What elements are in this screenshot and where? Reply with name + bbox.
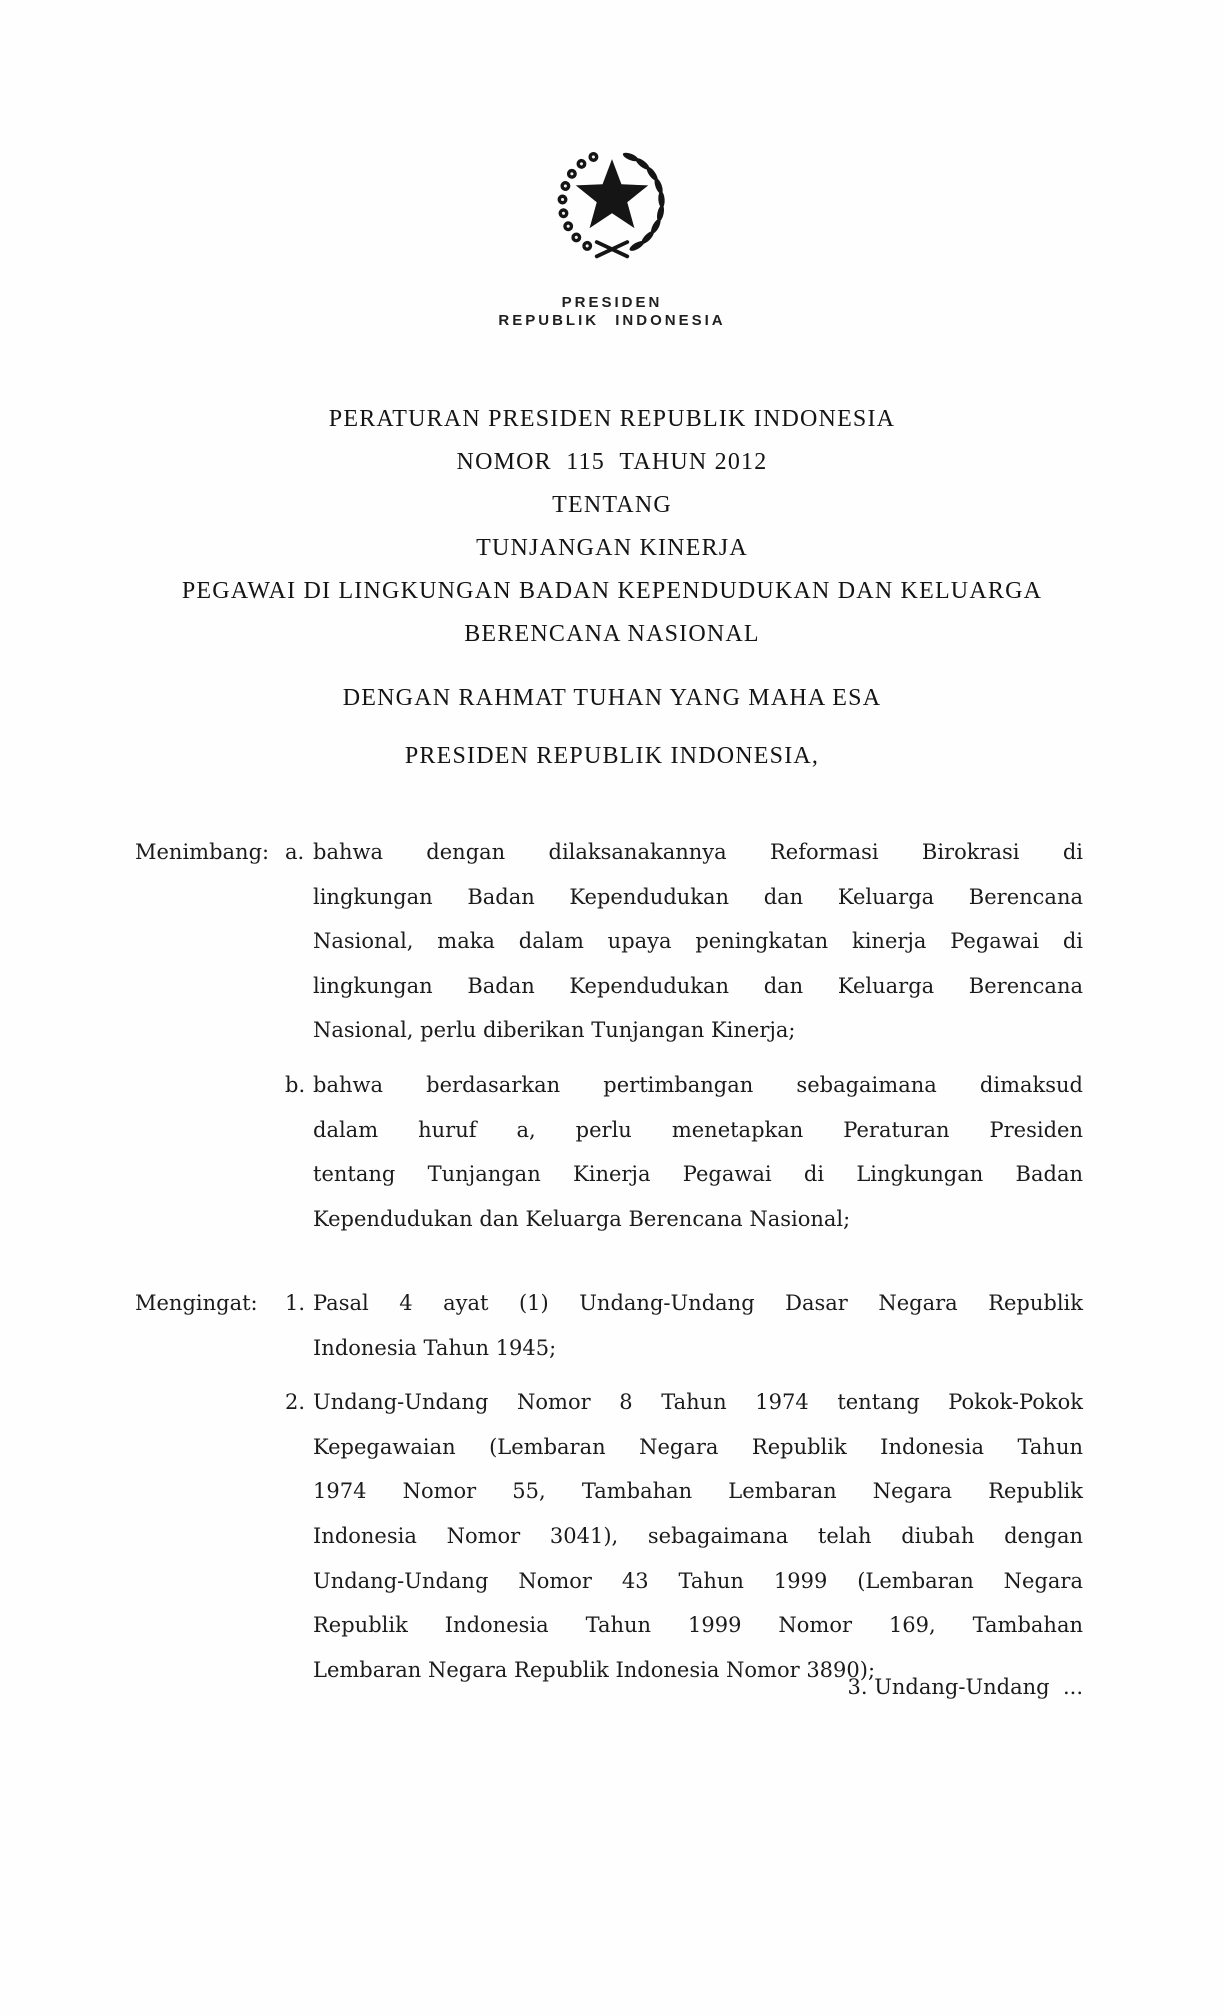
item-2-text bbox=[313, 1380, 1083, 1692]
section-menimbang bbox=[135, 830, 1083, 1241]
text-line: Nasional, perlu diberikan Tunjangan Kinerja; bbox=[313, 1018, 796, 1043]
item-marker-a: a. bbox=[285, 840, 305, 864]
section-mengingat bbox=[135, 1281, 1083, 1692]
item-a-text bbox=[313, 830, 1083, 1053]
title-line-subject-3: BERENCANA NASIONAL bbox=[464, 621, 760, 647]
text-line: lingkungan Badan Kependudukan dan Keluarga Berencana bbox=[313, 884, 1083, 909]
text-line: Indonesia Tahun 1945; bbox=[313, 1335, 557, 1360]
invocation-line: DENGAN RAHMAT TUHAN YANG MAHA ESA bbox=[342, 685, 882, 711]
text-line: Lembaran Negara Republik Indonesia Nomor 3890); bbox=[313, 1657, 876, 1682]
section-label-menimbang: Menimbang: bbox=[135, 840, 270, 864]
document-title bbox=[0, 398, 1224, 656]
title-line-subject-2: PEGAWAI DI LINGKUNGAN BADAN KEPENDUDUKAN DAN KELUARGA bbox=[181, 578, 1043, 604]
title-line-regulation: PERATURAN PRESIDEN REPUBLIK INDONESIA bbox=[328, 406, 896, 432]
title-line-tentang: TENTANG bbox=[552, 492, 672, 518]
item-marker-2: 2. bbox=[285, 1390, 306, 1415]
text-line: Undang-Undang Nomor 43 Tahun 1999 (Lembaran Negara bbox=[313, 1568, 1083, 1593]
issuer-line: PRESIDEN REPUBLIK INDONESIA, bbox=[404, 743, 820, 769]
catchword-next-page: 3. Undang-Undang ... bbox=[847, 1675, 1083, 1699]
text-line: Nasional, maka dalam upaya peningkatan kinerja Pegawai di bbox=[313, 929, 1083, 954]
text-line: Undang-Undang Nomor 8 Tahun 1974 tentang Pokok-Pokok bbox=[313, 1390, 1083, 1415]
section-label-mengingat: Mengingat: bbox=[135, 1291, 258, 1315]
text-line: Kepegawaian (Lembaran Negara Republik Indonesia Tahun bbox=[313, 1434, 1083, 1459]
text-line: Kependudukan dan Keluarga Berencana Nasional; bbox=[313, 1206, 851, 1231]
item-b-text bbox=[313, 1063, 1083, 1241]
text-line: dalam huruf a, perlu menetapkan Peraturan Presiden bbox=[313, 1117, 1083, 1142]
item-1-text bbox=[313, 1281, 1083, 1370]
text-line: bahwa berdasarkan pertimbangan sebagaimana dimaksud bbox=[313, 1072, 1083, 1097]
text-line: bahwa dengan dilaksanakannya Reformasi Birokrasi di bbox=[313, 840, 1083, 864]
text-line: Indonesia Nomor 3041), sebagaimana telah diubah dengan bbox=[313, 1523, 1083, 1548]
state-emblem-star-wreath-icon bbox=[550, 140, 674, 264]
text-line: 1974 Nomor 55, Tambahan Lembaran Negara Republik bbox=[313, 1479, 1083, 1504]
text-line: lingkungan Badan Kependudukan dan Keluarga Berencana bbox=[313, 973, 1083, 998]
title-line-subject-1: TUNJANGAN KINERJA bbox=[476, 535, 748, 561]
text-line: tentang Tunjangan Kinerja Pegawai di Lingkungan Badan bbox=[313, 1162, 1083, 1187]
emblem-caption-republik-indonesia: REPUBLIK INDONESIA bbox=[498, 312, 726, 329]
text-line: Republik Indonesia Tahun 1999 Nomor 169, Tambahan bbox=[313, 1613, 1083, 1638]
item-marker-1: 1. bbox=[285, 1291, 306, 1315]
item-marker-b: b. bbox=[285, 1072, 306, 1097]
text-line: Pasal 4 ayat (1) Undang-Undang Dasar Negara Republik bbox=[313, 1291, 1083, 1315]
emblem-container bbox=[0, 140, 1224, 268]
emblem-caption-presiden: PRESIDEN bbox=[561, 294, 663, 311]
title-line-number-year: NOMOR 115 TAHUN 2012 bbox=[456, 449, 768, 475]
